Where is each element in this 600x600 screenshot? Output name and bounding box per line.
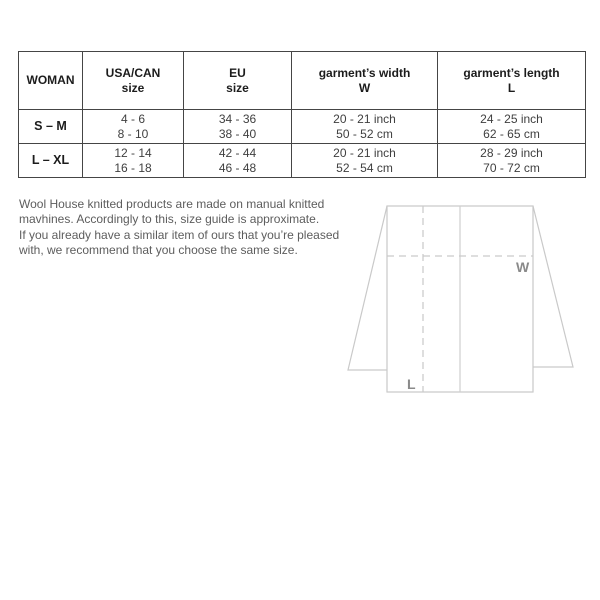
table-cell	[184, 110, 292, 144]
note-line: with, we recommend that you choose the same size.	[19, 243, 298, 258]
cell-line: 50 - 52 cm	[336, 126, 393, 141]
cell-line: 38 - 40	[218, 126, 257, 141]
header-line: EU	[229, 65, 246, 80]
header-line: WOMAN	[26, 73, 75, 87]
table-cell	[292, 110, 438, 144]
cell-line: 46 - 48	[218, 160, 257, 175]
size-guide-table	[18, 51, 586, 178]
cell-line: 24 - 25 inch	[480, 111, 543, 126]
header-line: garment’s length	[463, 65, 560, 80]
cell-line: 62 - 65 cm	[483, 126, 540, 141]
header-line: garment’s width	[318, 65, 411, 80]
column-header-usa-can	[83, 52, 184, 110]
note-line: Wool House knitted products are made on manual knitted	[19, 197, 325, 211]
note-line: mavhines. Accordingly to this, size guide is approximate.	[19, 212, 320, 227]
length-label: L	[407, 376, 416, 392]
note-line: If you already have a similar item of ours that you’re pleased	[19, 227, 340, 242]
header-line: W	[358, 80, 371, 95]
header-row	[19, 52, 586, 110]
table-cell	[83, 110, 184, 144]
table-cell	[438, 110, 586, 144]
garment-diagram	[330, 195, 590, 410]
cell-line: 20 - 21 inch	[333, 145, 396, 160]
table-row-s-m	[19, 110, 586, 144]
cell-line: 20 - 21 inch	[333, 111, 396, 126]
cell-line: 4 - 6	[120, 111, 145, 126]
cell-line: 70 - 72 cm	[483, 160, 540, 175]
cell-line: 28 - 29 inch	[480, 145, 543, 160]
table-cell	[83, 144, 184, 178]
row-label: L – XL	[19, 144, 83, 178]
row-label: S – M	[19, 110, 83, 144]
column-header-woman	[19, 52, 83, 110]
table-cell	[292, 144, 438, 178]
header-line: size	[226, 80, 249, 95]
note-text	[19, 197, 359, 259]
right-sleeve-outline	[533, 206, 573, 367]
header-line: USA/CAN	[105, 65, 161, 80]
cell-line: 8 - 10	[117, 126, 149, 141]
cell-line: 12 - 14	[114, 145, 152, 160]
width-label: W	[516, 259, 530, 275]
table-cell	[438, 144, 586, 178]
left-sleeve-outline	[348, 206, 387, 370]
column-header-length	[438, 52, 586, 110]
column-header-eu	[184, 52, 292, 110]
cell-line: 52 - 54 cm	[336, 160, 393, 175]
header-line: L	[507, 80, 516, 95]
header-line: size	[121, 80, 145, 95]
table-cell	[184, 144, 292, 178]
column-header-width	[292, 52, 438, 110]
cell-line: 42 - 44	[218, 145, 257, 160]
cell-line: 34 - 36	[218, 111, 257, 126]
cell-line: 16 - 18	[114, 160, 152, 175]
table-row-l-xl	[19, 144, 586, 178]
